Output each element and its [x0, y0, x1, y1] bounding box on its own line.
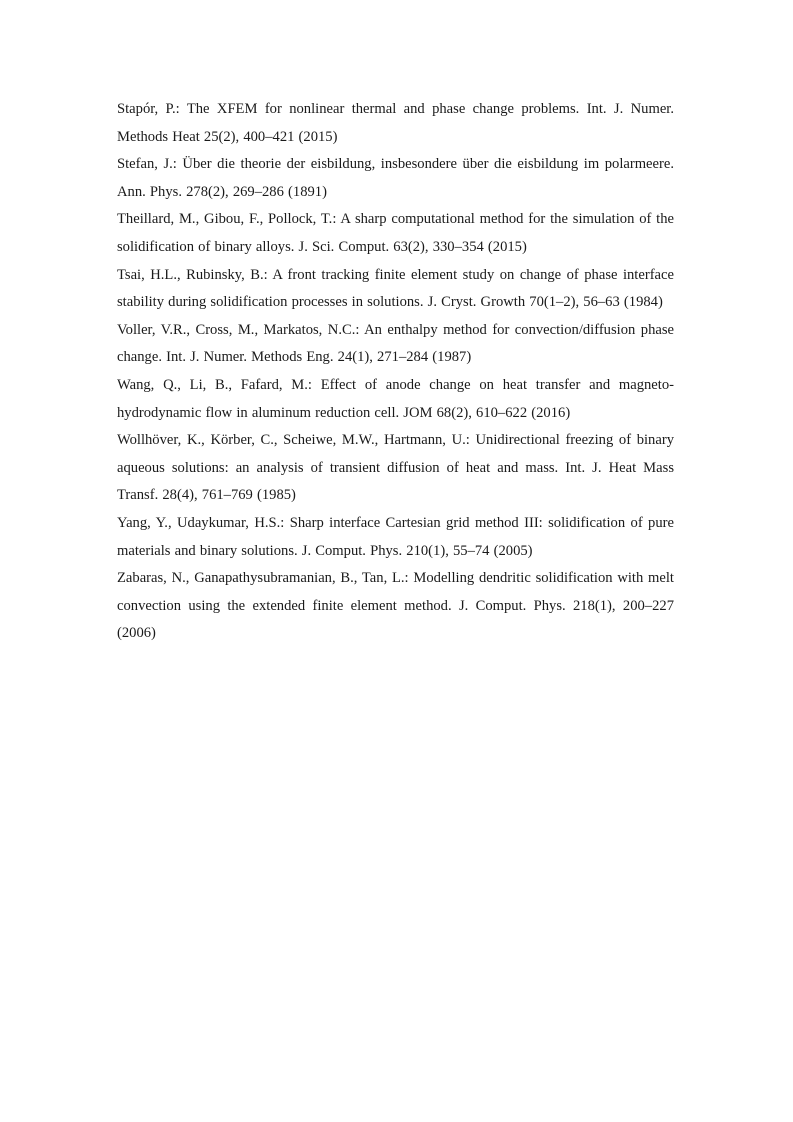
reference-item: Stapór, P.: The XFEM for nonlinear thermal and phase change problems. Int. J. Numer. Methods Heat 25(2), 400–421 (2015): [117, 101, 674, 145]
reference-list: [117, 96, 674, 648]
reference-item: Wang, Q., Li, B., Fafard, M.: Effect of anode change on heat transfer and magneto-hydrodynamic flow in aluminum reduction cell. JOM 68(2), 610–622 (2016): [117, 376, 674, 421]
reference-item: Tsai, H.L., Rubinsky, B.: A front tracking finite element study on change of phase interface stability during solidification processes in solutions. J. Cryst. Growth 70(1–2), 56–63 (1984): [117, 266, 674, 311]
reference-item: Yang, Y., Udaykumar, H.S.: Sharp interface Cartesian grid method III: solidification of pure materials and binary solutions. J. Comput. Phys. 210(1), 55–74 (2005): [117, 514, 674, 559]
reference-item: Wollhöver, K., Körber, C., Scheiwe, M.W., Hartmann, U.: Unidirectional freezing of binary aqueous solutions: an analysis of transient diffusion of heat and mass. Int. J. Heat Mass Transf. 28(4), 761–769 (1985): [117, 432, 674, 504]
reference-item: Voller, V.R., Cross, M., Markatos, N.C.: An enthalpy method for convection/diffusion phase change. Int. J. Numer. Methods Eng. 24(1), 271–284 (1987): [117, 321, 674, 366]
reference-item: Theillard, M., Gibou, F., Pollock, T.: A sharp computational method for the simulation of the solidification of binary alloys. J. Sci. Comput. 63(2), 330–354 (2015): [117, 211, 674, 255]
reference-item: Zabaras, N., Ganapathysubramanian, B., Tan, L.: Modelling dendritic solidification with melt convection using the extended finite element method. J. Comput. Phys. 218(1), 200–227 (2006): [117, 570, 674, 642]
reference-item: Stefan, J.: Über die theorie der eisbildung, insbesondere über die eisbildung im polarmeere. Ann. Phys. 278(2), 269–286 (1891): [117, 156, 674, 200]
